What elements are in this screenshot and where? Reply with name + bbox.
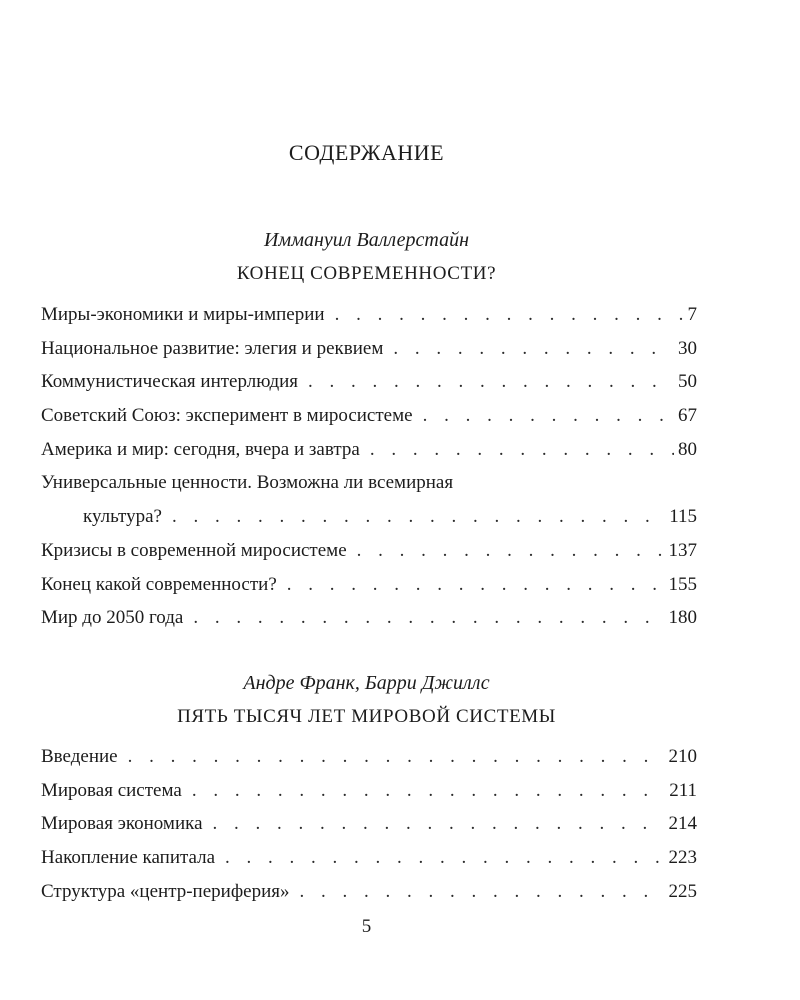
toc-leader-dots bbox=[370, 439, 674, 461]
toc-page-number: 225 bbox=[668, 880, 697, 902]
toc-entry[interactable] bbox=[41, 540, 697, 574]
toc-entry-label: Коммунистическая интерлюдия bbox=[41, 371, 299, 393]
toc-leader-dots bbox=[299, 881, 664, 903]
toc-entry-label: Мир до 2050 года bbox=[41, 607, 184, 629]
toc-leader-dots bbox=[423, 405, 674, 427]
toc-page-number: 214 bbox=[668, 813, 697, 835]
toc-entry[interactable] bbox=[41, 746, 697, 780]
toc-leader-dots bbox=[192, 780, 665, 802]
toc-page-number: 211 bbox=[669, 779, 697, 801]
toc-entry-label: Мировая экономика bbox=[41, 813, 203, 835]
toc-entry[interactable] bbox=[41, 780, 697, 814]
toc-leader-dots bbox=[393, 338, 674, 360]
toc-entry-label-continuation: культура? bbox=[83, 506, 162, 528]
toc-leader-dots bbox=[335, 304, 684, 326]
toc-entry-label: Мировая система bbox=[41, 779, 182, 801]
toc-entry-label: Миры-экономики и миры-империи bbox=[41, 304, 325, 325]
toc-leader-dots bbox=[128, 746, 665, 768]
toc-entry[interactable] bbox=[41, 439, 697, 473]
toc-leader-dots bbox=[213, 813, 665, 835]
toc-entry[interactable] bbox=[41, 304, 697, 338]
toc-entry-first-line[interactable] bbox=[41, 472, 697, 506]
toc-page-number: 223 bbox=[668, 847, 697, 869]
toc-entry-label: Конец какой современности? bbox=[41, 573, 277, 595]
toc-leader-dots bbox=[193, 607, 664, 629]
toc-page-number: 80 bbox=[678, 438, 697, 460]
toc-entry-label: Накопление капитала bbox=[41, 847, 216, 869]
toc-page-number: 50 bbox=[678, 371, 697, 393]
toc-entry-label: Введение bbox=[41, 746, 118, 767]
toc-list bbox=[41, 746, 697, 914]
toc-entry-label: Национальное развитие: элегия и реквием bbox=[41, 337, 384, 359]
toc-leader-dots bbox=[172, 506, 665, 528]
toc-page-number: 30 bbox=[678, 337, 697, 359]
toc-entry[interactable] bbox=[41, 405, 697, 439]
toc-page-number: 7 bbox=[687, 304, 697, 325]
toc-list bbox=[41, 304, 697, 641]
toc-entry[interactable] bbox=[41, 813, 697, 847]
section-author: Андре Франк, Барри Джиллс bbox=[243, 672, 490, 694]
toc-page-number: 67 bbox=[678, 405, 697, 427]
toc-leader-dots bbox=[357, 540, 665, 562]
toc-entry[interactable] bbox=[41, 607, 697, 641]
toc-entry-label: Структура «центр-периферия» bbox=[41, 880, 290, 902]
page-number: 5 bbox=[361, 916, 372, 937]
toc-entry[interactable] bbox=[41, 847, 697, 881]
toc-page-number: 155 bbox=[668, 573, 697, 595]
toc-entry[interactable] bbox=[41, 338, 697, 372]
section-title: КОНЕЦ СОВРЕМЕННОСТИ? bbox=[236, 263, 497, 284]
toc-entry-label: Универсальные ценности. Возможна ли всемирная bbox=[41, 472, 454, 494]
toc-leader-dots bbox=[308, 371, 674, 393]
toc-entry[interactable] bbox=[41, 574, 697, 608]
toc-leader-dots bbox=[225, 847, 664, 869]
toc-entry-continuation[interactable] bbox=[41, 506, 697, 540]
page-title: СОДЕРЖАНИЕ bbox=[288, 140, 445, 165]
toc-page-number: 115 bbox=[669, 506, 697, 528]
section-title: ПЯТЬ ТЫСЯЧ ЛЕТ МИРОВОЙ СИСТЕМЫ bbox=[177, 706, 556, 727]
section-author: Иммануил Валлерстайн bbox=[263, 229, 469, 251]
toc-entry-label: Америка и мир: сегодня, вчера и завтра bbox=[41, 438, 360, 460]
toc-leader-dots bbox=[287, 574, 665, 596]
toc-entry[interactable] bbox=[41, 371, 697, 405]
toc-entry[interactable] bbox=[41, 881, 697, 915]
toc-entry-label: Советский Союз: эксперимент в миросистеме bbox=[41, 405, 413, 427]
toc-page-number: 180 bbox=[668, 607, 697, 629]
toc-page-number: 137 bbox=[668, 539, 697, 561]
toc-entry-label: Кризисы в современной миросистеме bbox=[41, 539, 347, 561]
toc-page-number: 210 bbox=[668, 746, 697, 767]
